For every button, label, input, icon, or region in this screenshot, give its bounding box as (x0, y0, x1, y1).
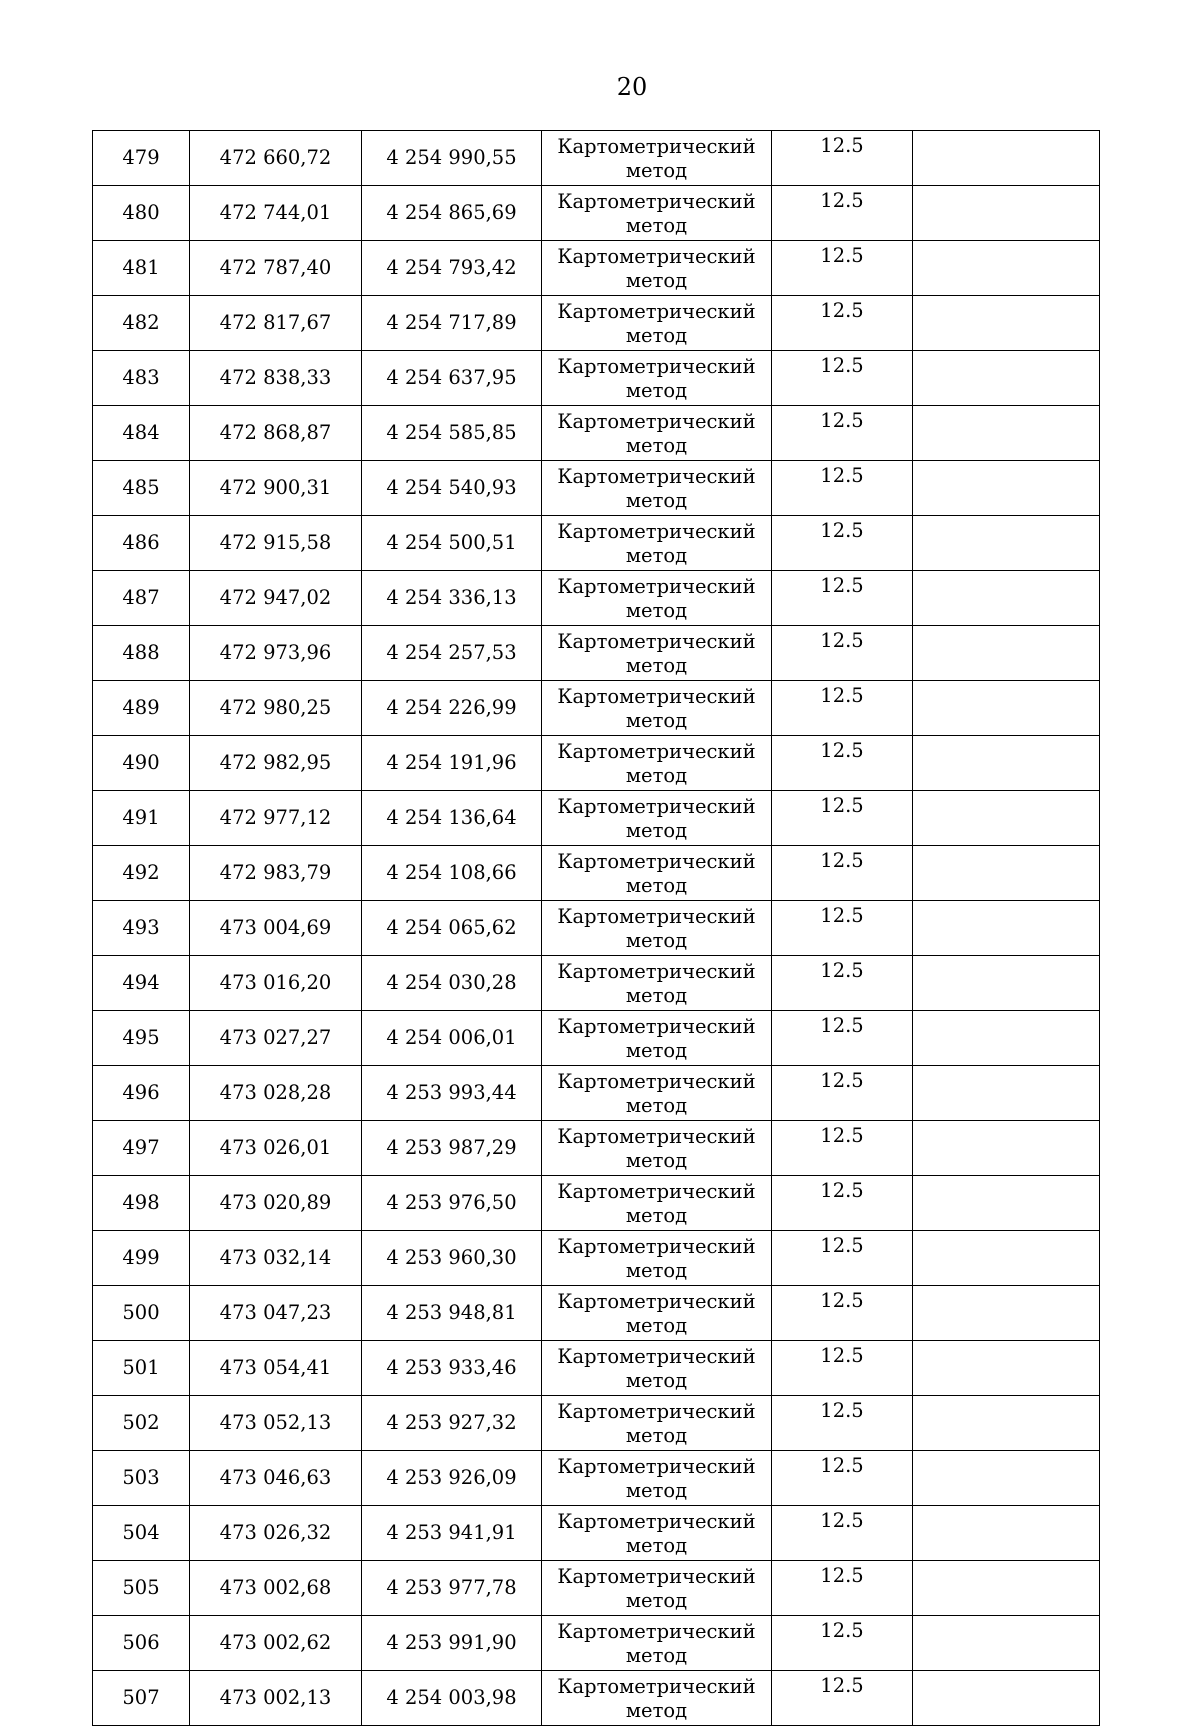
point-number-cell: 504 (93, 1506, 190, 1561)
table-row (93, 406, 1100, 461)
accuracy-cell: 12.5 (772, 1451, 913, 1506)
y-coordinate-cell: 4 254 191,96 (362, 736, 542, 791)
accuracy-cell: 12.5 (772, 241, 913, 296)
method-line-2: метод (625, 984, 688, 1007)
method-line-1: Картометрический (557, 1125, 756, 1148)
table-row (93, 516, 1100, 571)
accuracy-cell: 12.5 (772, 901, 913, 956)
accuracy-cell: 12.5 (772, 1396, 913, 1451)
accuracy-cell: 12.5 (772, 1506, 913, 1561)
method-line-1: Картометрический (557, 740, 756, 763)
method-line-1: Картометрический (557, 1345, 756, 1368)
x-coordinate-cell: 473 052,13 (190, 1396, 362, 1451)
method-cell (542, 296, 772, 351)
method-line-2: метод (625, 1589, 688, 1612)
method-line-1: Картометрический (557, 795, 756, 818)
point-number-cell: 481 (93, 241, 190, 296)
y-coordinate-cell: 4 253 976,50 (362, 1176, 542, 1231)
y-coordinate-cell: 4 254 226,99 (362, 681, 542, 736)
y-coordinate-cell: 4 253 993,44 (362, 1066, 542, 1121)
method-cell (542, 901, 772, 956)
accuracy-cell: 12.5 (772, 461, 913, 516)
table-row (93, 461, 1100, 516)
method-line-2: метод (625, 1039, 688, 1062)
method-line-2: метод (625, 1534, 688, 1557)
method-cell (542, 1176, 772, 1231)
method-line-1: Картометрический (557, 245, 756, 268)
method-line-2: метод (625, 874, 688, 897)
method-line-1: Картометрический (557, 685, 756, 708)
table-row (93, 1396, 1100, 1451)
y-coordinate-cell: 4 253 977,78 (362, 1561, 542, 1616)
accuracy-cell: 12.5 (772, 406, 913, 461)
method-line-2: метод (625, 1479, 688, 1502)
point-number-cell: 484 (93, 406, 190, 461)
method-line-2: метод (625, 1314, 688, 1337)
y-coordinate-cell: 4 254 336,13 (362, 571, 542, 626)
accuracy-cell: 12.5 (772, 791, 913, 846)
y-coordinate-cell: 4 253 926,09 (362, 1451, 542, 1506)
method-cell (542, 1451, 772, 1506)
method-line-2: метод (625, 489, 688, 512)
point-number-cell: 486 (93, 516, 190, 571)
x-coordinate-cell: 472 660,72 (190, 131, 362, 186)
method-line-1: Картометрический (557, 850, 756, 873)
note-cell (913, 1451, 1100, 1506)
x-coordinate-cell: 473 047,23 (190, 1286, 362, 1341)
method-line-2: метод (625, 544, 688, 567)
x-coordinate-cell: 473 004,69 (190, 901, 362, 956)
note-cell (913, 1286, 1100, 1341)
x-coordinate-cell: 472 838,33 (190, 351, 362, 406)
table-row (93, 571, 1100, 626)
point-number-cell: 500 (93, 1286, 190, 1341)
method-line-2: метод (625, 269, 688, 292)
y-coordinate-cell: 4 254 065,62 (362, 901, 542, 956)
note-cell (913, 1671, 1100, 1726)
x-coordinate-cell: 473 054,41 (190, 1341, 362, 1396)
x-coordinate-cell: 472 983,79 (190, 846, 362, 901)
point-number-cell: 480 (93, 186, 190, 241)
point-number-cell: 490 (93, 736, 190, 791)
y-coordinate-cell: 4 254 637,95 (362, 351, 542, 406)
method-line-2: метод (625, 764, 688, 787)
method-line-1: Картометрический (557, 1565, 756, 1588)
method-cell (542, 1066, 772, 1121)
x-coordinate-cell: 472 744,01 (190, 186, 362, 241)
y-coordinate-cell: 4 254 540,93 (362, 461, 542, 516)
accuracy-cell: 12.5 (772, 131, 913, 186)
method-cell (542, 1506, 772, 1561)
method-line-2: метод (625, 1259, 688, 1282)
method-line-2: метод (625, 1369, 688, 1392)
accuracy-cell: 12.5 (772, 1231, 913, 1286)
point-number-cell: 491 (93, 791, 190, 846)
method-line-2: метод (625, 1699, 688, 1722)
method-line-1: Картометрический (557, 190, 756, 213)
table-row (93, 791, 1100, 846)
table-row (93, 1506, 1100, 1561)
table-row (93, 1231, 1100, 1286)
table-row (93, 1616, 1100, 1671)
y-coordinate-cell: 4 253 927,32 (362, 1396, 542, 1451)
note-cell (913, 1066, 1100, 1121)
point-number-cell: 499 (93, 1231, 190, 1286)
method-cell (542, 406, 772, 461)
method-cell (542, 956, 772, 1011)
y-coordinate-cell: 4 253 948,81 (362, 1286, 542, 1341)
x-coordinate-cell: 473 046,63 (190, 1451, 362, 1506)
table-row (93, 736, 1100, 791)
point-number-cell: 482 (93, 296, 190, 351)
accuracy-cell: 12.5 (772, 681, 913, 736)
y-coordinate-cell: 4 254 108,66 (362, 846, 542, 901)
method-line-2: метод (625, 1094, 688, 1117)
x-coordinate-cell: 473 027,27 (190, 1011, 362, 1066)
table-row (93, 186, 1100, 241)
method-line-1: Картометрический (557, 135, 756, 158)
point-number-cell: 496 (93, 1066, 190, 1121)
accuracy-cell: 12.5 (772, 1286, 913, 1341)
x-coordinate-cell: 473 026,32 (190, 1506, 362, 1561)
method-line-1: Картометрический (557, 575, 756, 598)
accuracy-cell: 12.5 (772, 846, 913, 901)
point-number-cell: 495 (93, 1011, 190, 1066)
accuracy-cell: 12.5 (772, 1561, 913, 1616)
note-cell (913, 901, 1100, 956)
note-cell (913, 241, 1100, 296)
accuracy-cell: 12.5 (772, 296, 913, 351)
method-cell (542, 1121, 772, 1176)
y-coordinate-cell: 4 254 136,64 (362, 791, 542, 846)
y-coordinate-cell: 4 253 941,91 (362, 1506, 542, 1561)
x-coordinate-cell: 473 020,89 (190, 1176, 362, 1231)
table-row (93, 241, 1100, 296)
method-cell (542, 1231, 772, 1286)
method-cell (542, 681, 772, 736)
table-row (93, 131, 1100, 186)
method-line-1: Картометрический (557, 1510, 756, 1533)
table-row (93, 1176, 1100, 1231)
method-cell (542, 1286, 772, 1341)
x-coordinate-cell: 473 002,13 (190, 1671, 362, 1726)
method-cell (542, 186, 772, 241)
method-line-1: Картометрический (557, 1455, 756, 1478)
x-coordinate-cell: 473 016,20 (190, 956, 362, 1011)
table-row (93, 901, 1100, 956)
note-cell (913, 1231, 1100, 1286)
method-line-2: метод (625, 654, 688, 677)
note-cell (913, 1561, 1100, 1616)
method-line-1: Картометрический (557, 1290, 756, 1313)
method-cell (542, 1011, 772, 1066)
method-line-2: метод (625, 1149, 688, 1172)
y-coordinate-cell: 4 253 933,46 (362, 1341, 542, 1396)
accuracy-cell: 12.5 (772, 186, 913, 241)
y-coordinate-cell: 4 253 987,29 (362, 1121, 542, 1176)
note-cell (913, 1616, 1100, 1671)
point-number-cell: 506 (93, 1616, 190, 1671)
point-number-cell: 498 (93, 1176, 190, 1231)
method-line-2: метод (625, 214, 688, 237)
note-cell (913, 1506, 1100, 1561)
x-coordinate-cell: 473 032,14 (190, 1231, 362, 1286)
method-line-1: Картометрический (557, 1400, 756, 1423)
method-cell (542, 1561, 772, 1616)
x-coordinate-cell: 473 026,01 (190, 1121, 362, 1176)
method-line-2: метод (625, 1644, 688, 1667)
accuracy-cell: 12.5 (772, 1341, 913, 1396)
method-line-1: Картометрический (557, 1620, 756, 1643)
method-line-1: Картометрический (557, 1015, 756, 1038)
page-number: 20 (616, 73, 648, 101)
table-row (93, 1451, 1100, 1506)
y-coordinate-cell: 4 254 717,89 (362, 296, 542, 351)
note-cell (913, 406, 1100, 461)
method-line-1: Картометрический (557, 520, 756, 543)
note-cell (913, 461, 1100, 516)
y-coordinate-cell: 4 253 991,90 (362, 1616, 542, 1671)
accuracy-cell: 12.5 (772, 1121, 913, 1176)
note-cell (913, 1121, 1100, 1176)
note-cell (913, 571, 1100, 626)
note-cell (913, 626, 1100, 681)
coordinates-table (92, 130, 1100, 1726)
note-cell (913, 186, 1100, 241)
table-row (93, 1561, 1100, 1616)
method-line-2: метод (625, 434, 688, 457)
point-number-cell: 502 (93, 1396, 190, 1451)
note-cell (913, 1396, 1100, 1451)
y-coordinate-cell: 4 253 960,30 (362, 1231, 542, 1286)
method-cell (542, 351, 772, 406)
table-row (93, 956, 1100, 1011)
note-cell (913, 1011, 1100, 1066)
table-row (93, 351, 1100, 406)
y-coordinate-cell: 4 254 500,51 (362, 516, 542, 571)
x-coordinate-cell: 472 973,96 (190, 626, 362, 681)
method-cell (542, 461, 772, 516)
accuracy-cell: 12.5 (772, 351, 913, 406)
accuracy-cell: 12.5 (772, 1011, 913, 1066)
method-cell (542, 516, 772, 571)
x-coordinate-cell: 472 982,95 (190, 736, 362, 791)
note-cell (913, 956, 1100, 1011)
y-coordinate-cell: 4 254 793,42 (362, 241, 542, 296)
point-number-cell: 503 (93, 1451, 190, 1506)
method-line-1: Картометрический (557, 355, 756, 378)
accuracy-cell: 12.5 (772, 1066, 913, 1121)
note-cell (913, 1341, 1100, 1396)
method-line-1: Картометрический (557, 630, 756, 653)
accuracy-cell: 12.5 (772, 1671, 913, 1726)
x-coordinate-cell: 473 002,68 (190, 1561, 362, 1616)
y-coordinate-cell: 4 254 003,98 (362, 1671, 542, 1726)
table-row (93, 1011, 1100, 1066)
y-coordinate-cell: 4 254 030,28 (362, 956, 542, 1011)
x-coordinate-cell: 472 947,02 (190, 571, 362, 626)
table-row (93, 1121, 1100, 1176)
x-coordinate-cell: 472 977,12 (190, 791, 362, 846)
point-number-cell: 483 (93, 351, 190, 406)
point-number-cell: 489 (93, 681, 190, 736)
method-cell (542, 1616, 772, 1671)
note-cell (913, 846, 1100, 901)
method-cell (542, 1671, 772, 1726)
table-row (93, 1341, 1100, 1396)
method-line-2: метод (625, 1424, 688, 1447)
method-cell (542, 736, 772, 791)
point-number-cell: 497 (93, 1121, 190, 1176)
point-number-cell: 501 (93, 1341, 190, 1396)
x-coordinate-cell: 472 900,31 (190, 461, 362, 516)
method-cell (542, 791, 772, 846)
x-coordinate-cell: 473 002,62 (190, 1616, 362, 1671)
method-cell (542, 1341, 772, 1396)
point-number-cell: 493 (93, 901, 190, 956)
point-number-cell: 479 (93, 131, 190, 186)
method-line-1: Картометрический (557, 300, 756, 323)
x-coordinate-cell: 472 817,67 (190, 296, 362, 351)
accuracy-cell: 12.5 (772, 1616, 913, 1671)
accuracy-cell: 12.5 (772, 956, 913, 1011)
method-line-2: метод (625, 1204, 688, 1227)
accuracy-cell: 12.5 (772, 736, 913, 791)
y-coordinate-cell: 4 254 006,01 (362, 1011, 542, 1066)
note-cell (913, 736, 1100, 791)
method-cell (542, 131, 772, 186)
note-cell (913, 351, 1100, 406)
method-line-1: Картометрический (557, 1180, 756, 1203)
point-number-cell: 487 (93, 571, 190, 626)
x-coordinate-cell: 472 980,25 (190, 681, 362, 736)
method-line-2: метод (625, 599, 688, 622)
point-number-cell: 507 (93, 1671, 190, 1726)
point-number-cell: 485 (93, 461, 190, 516)
method-line-1: Картометрический (557, 905, 756, 928)
method-line-2: метод (625, 159, 688, 182)
table-row (93, 626, 1100, 681)
note-cell (913, 516, 1100, 571)
y-coordinate-cell: 4 254 585,85 (362, 406, 542, 461)
method-cell (542, 1396, 772, 1451)
method-cell (542, 571, 772, 626)
method-cell (542, 241, 772, 296)
method-line-2: метод (625, 324, 688, 347)
method-line-2: метод (625, 379, 688, 402)
y-coordinate-cell: 4 254 865,69 (362, 186, 542, 241)
method-line-1: Картометрический (557, 410, 756, 433)
table-row (93, 1671, 1100, 1726)
method-line-1: Картометрический (557, 465, 756, 488)
x-coordinate-cell: 473 028,28 (190, 1066, 362, 1121)
y-coordinate-cell: 4 254 257,53 (362, 626, 542, 681)
table-row (93, 296, 1100, 351)
table-row (93, 846, 1100, 901)
method-line-1: Картометрический (557, 1070, 756, 1093)
method-cell (542, 626, 772, 681)
method-line-2: метод (625, 929, 688, 952)
note-cell (913, 681, 1100, 736)
y-coordinate-cell: 4 254 990,55 (362, 131, 542, 186)
point-number-cell: 505 (93, 1561, 190, 1616)
point-number-cell: 492 (93, 846, 190, 901)
table-row (93, 1286, 1100, 1341)
method-cell (542, 846, 772, 901)
method-line-2: метод (625, 819, 688, 842)
note-cell (913, 131, 1100, 186)
method-line-2: метод (625, 709, 688, 732)
accuracy-cell: 12.5 (772, 1176, 913, 1231)
accuracy-cell: 12.5 (772, 571, 913, 626)
method-line-1: Картометрический (557, 960, 756, 983)
table-row (93, 1066, 1100, 1121)
note-cell (913, 791, 1100, 846)
x-coordinate-cell: 472 868,87 (190, 406, 362, 461)
accuracy-cell: 12.5 (772, 516, 913, 571)
accuracy-cell: 12.5 (772, 626, 913, 681)
method-line-1: Картометрический (557, 1235, 756, 1258)
coordinates-table-body (93, 131, 1100, 1726)
point-number-cell: 494 (93, 956, 190, 1011)
note-cell (913, 1176, 1100, 1231)
x-coordinate-cell: 472 915,58 (190, 516, 362, 571)
note-cell (913, 296, 1100, 351)
table-row (93, 681, 1100, 736)
point-number-cell: 488 (93, 626, 190, 681)
method-line-1: Картометрический (557, 1675, 756, 1698)
x-coordinate-cell: 472 787,40 (190, 241, 362, 296)
